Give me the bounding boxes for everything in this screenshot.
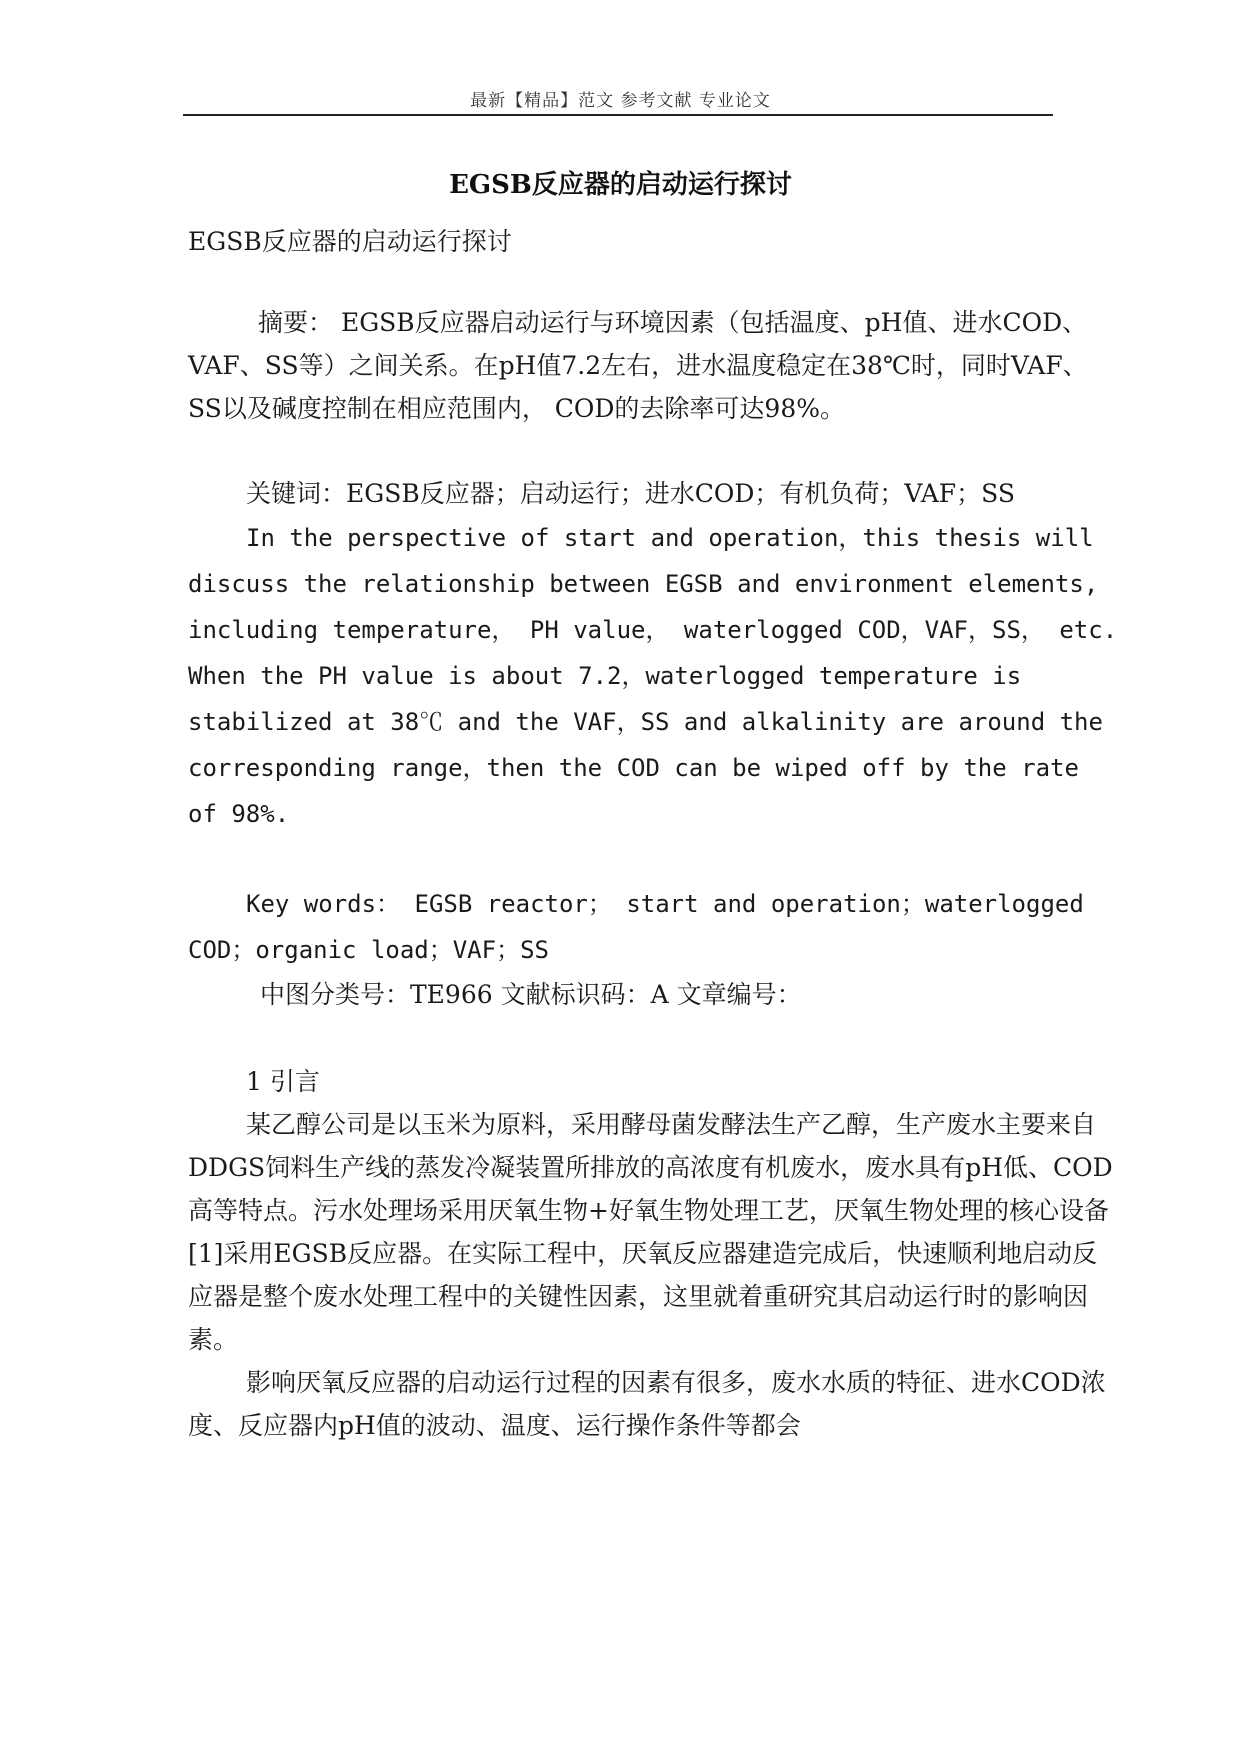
- document-title: EGSB反应器的启动运行探讨: [449, 170, 792, 200]
- keywords-english: Key words： EGSB reactor； start and operation；waterlogged COD；organic load；VAF；SS: [188, 890, 1084, 964]
- body-paragraph: 影响厌氧反应器的启动运行过程的因素有很多，废水水质的特征、进水COD浓度、反应器内pH值的波动、温度、运行操作条件等都会: [188, 1368, 1106, 1440]
- abstract-english: In the perspective of start and operation，this thesis will discuss the relationship between EGSB and environment elements, including temperature， PH value， waterlogged COD，VAF，SS， etc. When the PH value is about 7.2，waterlogged temperature is stabilized at 38℃ and the VAF，SS and alkalinity are around the corresponding range，then the COD can be wiped off by the rate of 98%.: [188, 524, 1118, 828]
- document-body: [188, 220, 1118, 1447]
- classification-line: 中图分类号：TE966 文献标识码：A 文章编号：: [260, 980, 802, 1009]
- page-header: 最新【精品】范文 参考文献 专业论文: [470, 91, 771, 111]
- section-heading-introduction: 1 引言: [246, 1067, 320, 1096]
- document-subtitle: EGSB反应器的启动运行探讨: [188, 227, 512, 256]
- body-paragraph: 某乙醇公司是以玉米为原料，采用酵母菌发酵法生产乙醇，生产废水主要来自DDGS饲料生产线的蒸发冷凝装置所排放的高浓度有机废水，废水具有pH低、COD高等特点。污水处理场采用厌氧生物+好氧生物处理工艺，厌氧生物处理的核心设备[1]采用EGSB反应器。在实际工程中，厌氧反应器建造完成后，快速顺利地启动反应器是整个废水处理工程中的关键性因素，这里就着重研究其启动运行时的影响因素。: [188, 1110, 1113, 1354]
- header-divider: [183, 114, 1053, 116]
- abstract-chinese: 摘要： EGSB反应器启动运行与环境因素（包括温度、pH值、进水COD、VAF、SS等）之间关系。在pH值7.2左右，进水温度稳定在38℃时，同时VAF、SS以及碱度控制在相应范围内， COD的去除率可达98%。: [188, 308, 1088, 423]
- keywords-chinese: 关键词：EGSB反应器；启动运行；进水COD；有机负荷；VAF；SS: [246, 479, 1015, 508]
